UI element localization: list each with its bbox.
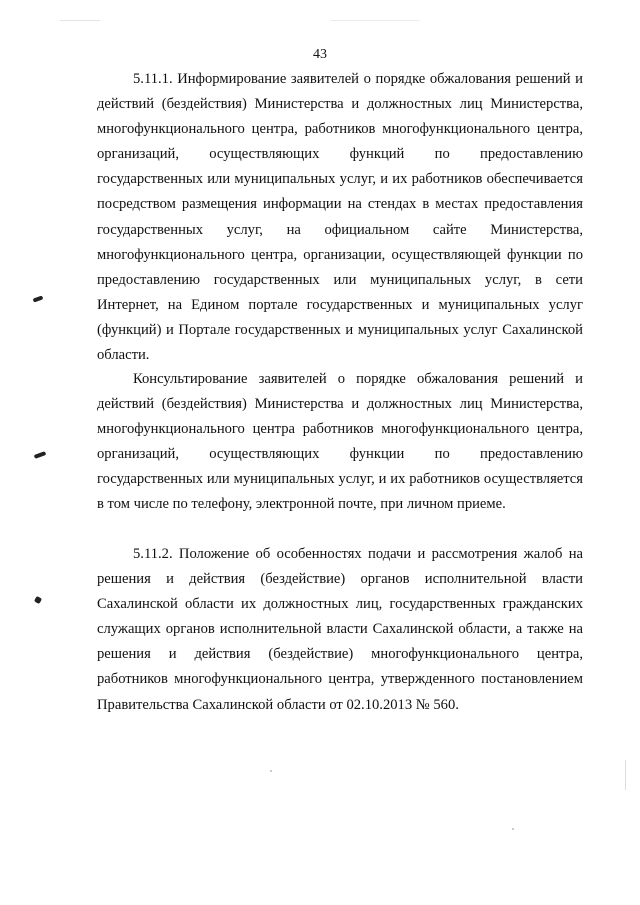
paragraph-consultation: Консультирование заявителей о порядке обжалования решений и действий (бездействия) Министерства и должностных лиц Министерства, многофункционального центра работников многофункционального центра, организаций, осуществляющих функции по предоставлению государственных или муниципальных услуг, и их работников осуществляется в том числе по телефону, электронной почте, при личном приеме. [97, 371, 583, 513]
scan-artifact [60, 20, 100, 21]
scan-mark [33, 295, 44, 302]
scan-mark [34, 596, 42, 604]
scan-artifact [330, 20, 420, 21]
paragraph-5-11-2: 5.11.2. Положение об особенностях подачи и рассмотрения жалоб на решения и действия (бездействие) органов исполнительной власти Сахалинской области их должностных лиц, государственных гражданских служащих органов исполнительной власти Сахалинской области, а также на решения и действия (бездействие) многофункционального центра, работников многофункционального центра, утвержденного постановлением Правительства Сахалинской области от 02.10.2013 № 560. [97, 546, 583, 713]
scan-artifact [512, 828, 514, 830]
scan-artifact [625, 760, 626, 790]
scan-artifact [270, 770, 272, 772]
scan-mark [34, 451, 47, 459]
paragraph-5-11-1: 5.11.1. Информирование заявителей о порядке обжалования решений и действий (бездействия) Министерства и должностных лиц Министерства, многофункционального центра, работников многофункционального центра, организаций, осуществляющих функций по предоставлению государственных или муниципальных услуг, и их работников обеспечивается посредством размещения информации на стендах в местах предоставления государственных услуг, на официальном сайте Министерства, многофункционального центра, организации, осуществляющей функции по предоставлению государственных или муниципальных услуг, в сети Интернет, на Едином портале государственных и муниципальных услуг (функций) и Портале государственных и муниципальных услуг Сахалинской области. [97, 71, 583, 364]
page-number: 43 [313, 47, 327, 62]
